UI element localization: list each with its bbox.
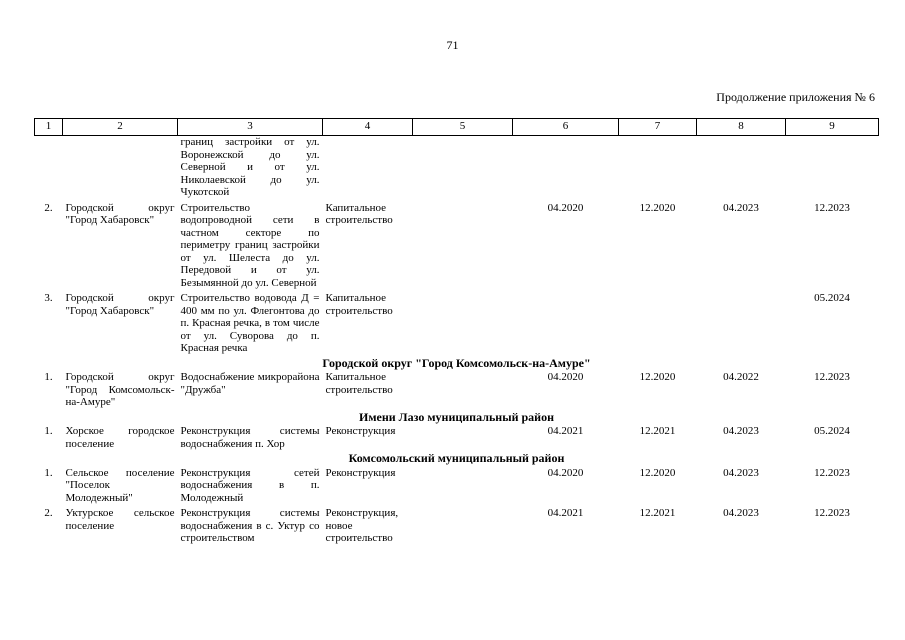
column-8-date-cell: 04.2023 [723, 507, 759, 519]
work-type-cell: Капитальное строительство [325, 371, 393, 396]
column-6-date-cell [513, 136, 619, 199]
column-8-date-cell [697, 136, 786, 199]
column-6-date-cell [513, 292, 619, 355]
municipality-cell: Городской округ "Город Хабаровск" [65, 201, 175, 226]
column-7-date-cell: 12.2021 [639, 507, 676, 519]
column-8-date-cell: 04.2023 [723, 201, 759, 214]
row-number-cell: 1. [44, 425, 53, 437]
municipality-cell: Сельское поселение "Поселок Молодежный" [65, 466, 175, 504]
municipality-cell: Уктурское сельское поселение [65, 507, 175, 532]
work-type-cell: Реконструкция [325, 425, 396, 437]
table-row [35, 136, 879, 199]
column-5-cell [413, 202, 513, 290]
object-name-cell: границ застройки от ул. Воронежской до ул. Северной и от ул. Николаевской до ул. Чукотской [180, 136, 320, 198]
work-type-cell [323, 136, 413, 199]
column-8-date-cell: 04.2022 [723, 371, 759, 383]
column-6-date-cell: 04.2020 [547, 466, 584, 479]
column-9-date-cell [786, 136, 879, 199]
header-cell: 4 [323, 119, 413, 136]
column-9-date-cell: 12.2023 [814, 466, 850, 479]
column-5-cell [413, 292, 513, 355]
work-type-cell: Реконструкция [325, 466, 396, 479]
column-7-date-cell: 12.2020 [639, 466, 676, 479]
column-6-date-cell: 04.2020 [547, 201, 584, 214]
table-row [35, 292, 879, 355]
column-6-date-cell: 04.2020 [547, 371, 584, 383]
column-5-cell [413, 136, 513, 199]
column-9-date-cell: 05.2024 [814, 425, 850, 437]
table-row [35, 467, 879, 505]
column-5-cell [413, 371, 513, 409]
column-9-date-cell: 05.2024 [814, 292, 850, 304]
row-number-cell: 2. [44, 201, 53, 214]
row-number-cell: 3. [44, 292, 53, 304]
object-name-cell: Строительство водовода Д = 400 мм по ул. Флегонтова до п. Красная речка, в том числе от ул. Суворова до п. Красная речка [180, 292, 320, 354]
municipality-cell [63, 136, 178, 199]
column-9-date-cell: 12.2023 [814, 507, 850, 519]
section-heading-row [35, 355, 879, 372]
table-row [35, 202, 879, 290]
row-number-cell: 1. [44, 371, 53, 383]
section-heading-row [35, 450, 879, 467]
row-number-cell: 2. [44, 507, 53, 519]
work-type-cell: Капитальное строительство [325, 292, 393, 317]
header-cell: 8 [697, 119, 786, 136]
header-cell: 2 [63, 119, 178, 136]
column-7-date-cell: 12.2020 [639, 201, 676, 214]
header-cell: 9 [786, 119, 879, 136]
object-name-cell: Строительство водопроводной сети в частном секторе по периметру границ застройки от ул. Шелеста до ул. Передовой и от ул. Безымянной до ул. Северной [180, 201, 320, 289]
section-title: Городской округ "Город Комсомольск-на-Амуре" [322, 355, 591, 370]
object-name-cell: Реконструкция системы водоснабжения в с. Уктур со строительством [180, 507, 320, 544]
table-row [35, 371, 879, 409]
column-5-cell [413, 507, 513, 545]
column-6-date-cell: 04.2021 [547, 425, 584, 437]
column-5-cell [413, 425, 513, 450]
table-row [35, 507, 879, 545]
row-number-cell [35, 136, 63, 199]
page-number: 71 [446, 38, 459, 52]
appendix-continuation-note: Продолжение приложения № 6 [716, 90, 875, 104]
work-type-cell: Капитальное строительство [325, 201, 393, 226]
work-type-cell: Реконструкция, новое строительство [325, 507, 399, 544]
column-6-date-cell: 04.2021 [547, 507, 584, 519]
header-cell: 1 [35, 119, 63, 136]
header-cell: 5 [413, 119, 513, 136]
column-5-cell [413, 467, 513, 505]
column-7-date-cell: 12.2021 [639, 425, 676, 437]
column-9-date-cell: 12.2023 [814, 371, 850, 383]
object-name-cell: Реконструкция системы водоснабжения п. Хор [180, 425, 320, 450]
table-body [35, 119, 879, 545]
column-7-date-cell [619, 136, 697, 199]
municipality-cell: Городской округ "Город Комсомольск-на-Амуре" [65, 371, 175, 408]
column-8-date-cell [697, 292, 786, 355]
table-row [35, 425, 879, 450]
header-cell: 3 [178, 119, 323, 136]
section-title: Имени Лазо муниципальный район [359, 409, 554, 424]
section-title: Комсомольский муниципальный район [348, 451, 565, 465]
program-table [34, 118, 879, 545]
municipality-cell: Хорское городское поселение [65, 425, 175, 450]
column-8-date-cell: 04.2023 [723, 425, 759, 437]
column-7-date-cell [619, 292, 697, 355]
column-number-header [35, 119, 879, 136]
municipality-cell: Городской округ "Город Хабаровск" [65, 292, 175, 317]
header-cell: 7 [619, 119, 697, 136]
column-9-date-cell: 12.2023 [814, 201, 850, 214]
column-8-date-cell: 04.2023 [723, 466, 759, 479]
header-cell: 6 [513, 119, 619, 136]
object-name-cell: Водоснабжение микрорайона "Дружба" [180, 371, 320, 396]
column-7-date-cell: 12.2020 [639, 371, 676, 383]
row-number-cell: 1. [44, 466, 53, 479]
section-heading-row [35, 409, 879, 426]
object-name-cell: Реконструкция сетей водоснабжения в п. Молодежный [180, 466, 320, 504]
